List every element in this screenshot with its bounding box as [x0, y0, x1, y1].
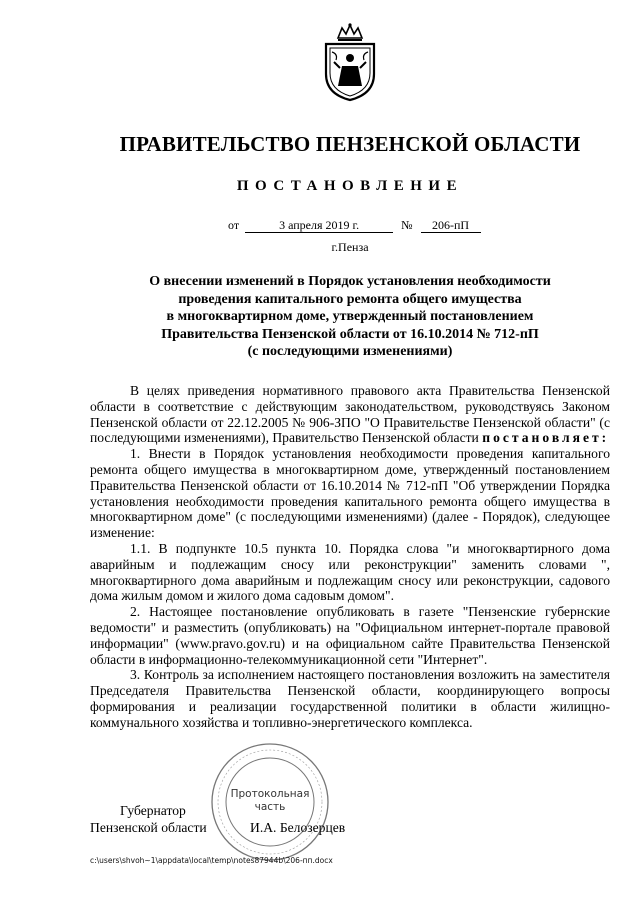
subject-line: в многоквартирном доме, утвержденный постановлением [166, 309, 534, 324]
subject-line: (с последующими изменениями) [247, 344, 453, 359]
item-3: 3. Контроль за исполнением настоящего постановления возложить на заместителя Председателя Правительства Пензенской области, координирующего вопросы формирования и реализации государственной политики в области жилищно-коммунального хозяйства и топливно-энергетического комплекса. [90, 667, 610, 730]
subject-line: проведения капитального ремонта общего имущества [178, 291, 522, 307]
subject-line: Правительства Пензенской области от 16.10.2014 № 712-пП [161, 326, 539, 342]
stamp-line: часть [254, 801, 286, 813]
document-body [90, 383, 610, 731]
signatory-title: Губернатор [120, 803, 186, 818]
file-path: c:\users\shvoh~1\appdata\local\temp\notes87944b\206-пп.docx [90, 856, 333, 865]
item-1-1: 1.1. В подпункте 10.5 пункта 10. Порядка слова "и многоквартирного дома аварийным и подлежащим сносу или реконструкции" заменить словами ", многоквартирного дома аварийным и подлежащим сносу или реконструкции, садового дома жилым домом и жилого дома садовым домом". [90, 540, 610, 604]
document-type: ПОСТАНОВЛЕНИЕ [236, 178, 464, 194]
city: г.Пенза [331, 240, 369, 254]
stamp-text [218, 788, 322, 814]
preamble-paragraph [90, 383, 610, 446]
document-number: 206-пП [421, 219, 481, 233]
item-1: 1. Внести в Порядок установления необходимости проведения капитального ремонта общего имущества в многоквартирном доме, утвержденный постановлением Правительства Пензенской области от 16.10.2014 № 712-пП "Об утверждении Порядка установления необходимости проведения капитального ремонта общего имущества в многоквартирном доме" (с последующими изменениями) (далее - Порядок), следующее изменение: [90, 446, 610, 541]
stamp-line: Протокольная [230, 788, 310, 800]
number-label: № [401, 218, 413, 232]
preamble-text: В целях приведения нормативного правового акта Правительства Пензенской области в соответствие с действующим законодательством, руководствуясь Законом Пензенской области от 22.12.2005 № 906-ЗПО "О Правительстве Пензенской области" (с последующими изменениями), Правительство Пензенской области [90, 383, 610, 446]
document-subject [130, 273, 570, 361]
subject-line: О внесении изменений в Порядок установления необходимости [149, 274, 551, 289]
date-number-line [228, 218, 481, 233]
signatory-region: Пензенской области [90, 820, 207, 835]
coat-of-arms-emblem [318, 22, 382, 102]
signatory-name: И.А. Белозерцев [250, 820, 346, 835]
item-2: 2. Настоящее постановление опубликовать в газете "Пензенские губернские ведомости" и разместить (опубликовать) на "Официальном интернет-портале правовой информации" (www.pravo.gov.ru) и на официальном сайте Правительства Пензенской области в информационно-телекоммуникационной сети "Интернет". [90, 604, 610, 667]
organization-title: ПРАВИТЕЛЬСТВО ПЕНЗЕНСКОЙ ОБЛАСТИ [119, 132, 581, 156]
date-prefix: от [228, 218, 240, 232]
document-date: 3 апреля 2019 г. [245, 219, 393, 233]
decrees-word: постановляет: [482, 430, 610, 446]
